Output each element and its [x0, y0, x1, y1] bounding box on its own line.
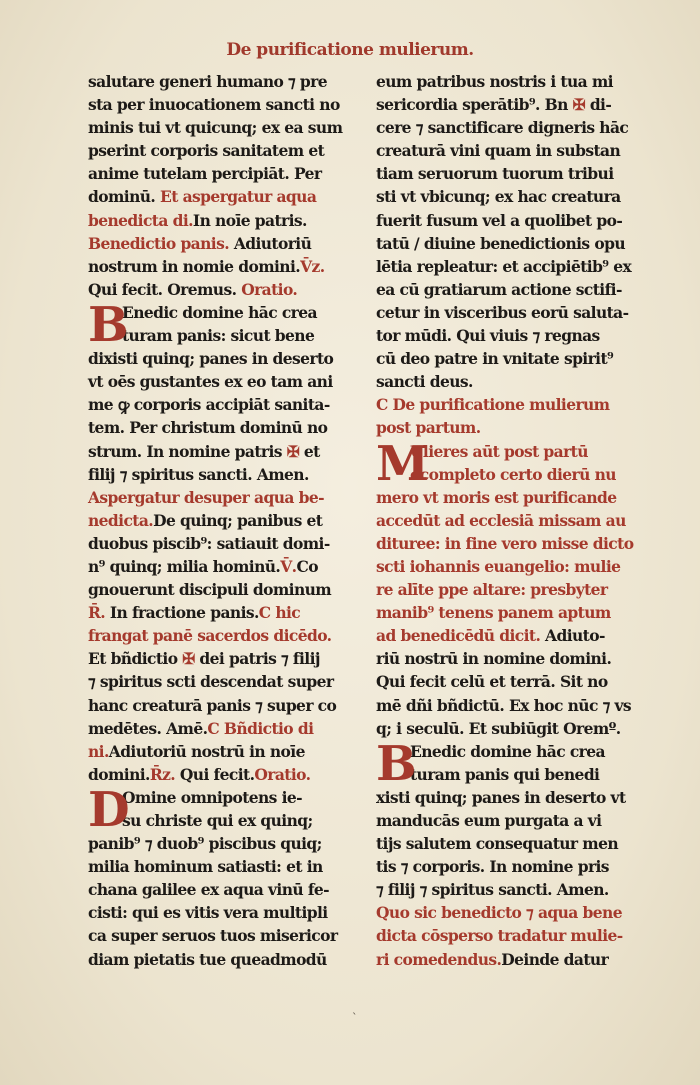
- text-line: creaturā vini quam in substan: [376, 141, 621, 161]
- text-line: [88, 509, 370, 532]
- text-line: [88, 209, 370, 232]
- text-segment: dominū.: [88, 187, 156, 207]
- text-line: tis ⁊ corporis. In nomine pris: [376, 857, 609, 877]
- rubric-line: Quo sic benedicto ⁊ aqua bene: [376, 903, 622, 923]
- text-line: sti vt vbicunq; ex hac creatura: [376, 187, 621, 207]
- rubric-inline: C Bñdictio: [207, 718, 294, 738]
- text-line: sancti deus.: [376, 372, 473, 392]
- text-segment: Qui fecit celū et terrā.: [376, 672, 556, 692]
- text-segment: Ulieres aūt post partū: [410, 441, 588, 461]
- text-segment: Adiutoriū nostrū in noīe: [108, 741, 305, 761]
- text-line: tor mūdi. Qui viuis ⁊ regnas: [376, 326, 600, 346]
- signature-tick-mark: ˎ: [352, 1002, 358, 1015]
- text-line: [88, 255, 370, 278]
- rubric-inline: Et aspergatur aqua: [160, 187, 317, 207]
- rubric-inline: benedicta di.: [88, 210, 193, 230]
- text-line: mē dñi bñdictū. Ex hoc nūc ⁊ vs: [376, 695, 632, 715]
- text-line: panib⁹ ⁊ duob⁹ piscibus quiq;: [88, 834, 322, 854]
- text-line: tatū / diuine benedictionis opu: [376, 233, 626, 253]
- rubric-inline: nedicta.: [88, 510, 154, 530]
- left-column: [88, 70, 370, 971]
- text-line: sta per inuocationem sancti no: [88, 95, 340, 115]
- response-mark: R̄z.: [149, 764, 176, 784]
- text-line: cetur in visceribus eorū saluta-: [376, 302, 629, 322]
- text-line: [88, 647, 370, 670]
- text-line: [88, 278, 370, 301]
- text-line: cere ⁊ sanctificare digneris hāc: [376, 118, 629, 138]
- text-line: salutare generi humano ⁊ pre: [88, 72, 327, 91]
- right-column: [376, 70, 658, 971]
- response-mark: V̄z.: [300, 256, 325, 276]
- text-line: ea cū gratiarum actione sctifi-: [376, 279, 622, 299]
- text-line: [88, 555, 370, 578]
- text-segment: Omine omnipotens ie-: [122, 787, 302, 807]
- text-line: minis tui vt quicunq; ex ea sum: [88, 118, 343, 138]
- text-line: [376, 624, 658, 647]
- rubric-inline: C hic: [258, 603, 301, 623]
- text-segment: Sit no: [559, 672, 608, 692]
- text-line: manducās eum purgata a vi: [376, 811, 602, 830]
- text-segment: In noīe patris.: [192, 210, 307, 230]
- text-line: diam pietatis tue queadmodū: [88, 949, 327, 969]
- text-line: [88, 185, 370, 208]
- text-line: cū deo patre in vnitate spirit⁹: [376, 349, 614, 369]
- text-line: turam panis: sicut bene: [122, 326, 315, 346]
- text-line: dixisti quinq; panes in deserto: [88, 349, 334, 369]
- text-line: xisti quinq; panes in deserto vt: [376, 787, 626, 807]
- text-line: ca super seruos tuos misericor: [88, 926, 338, 946]
- rubric-line: post partum.: [376, 418, 481, 438]
- text-line: tem. Per christum dominū no: [88, 418, 328, 438]
- rubric-oratio: Oratio.: [241, 279, 298, 299]
- text-segment: medētes. Amē.: [88, 718, 208, 738]
- rubric-line: re alīte ppe altare: presbyter: [376, 580, 608, 600]
- text-segment: strum. In nomine patris: [88, 441, 282, 461]
- text-line: turam panis qui benedi: [410, 764, 600, 784]
- cross-icon: ✠: [286, 441, 300, 461]
- initial-letter: M: [376, 435, 429, 492]
- text-line: [88, 717, 370, 740]
- text-line: [88, 763, 370, 786]
- text-line: milia hominum satiasti: et in: [88, 857, 323, 877]
- text-segment: et: [303, 441, 320, 461]
- rubric-heading: Benedictio panis.: [88, 233, 230, 253]
- running-header: De purificatione mulierum.: [226, 40, 474, 60]
- text-segment: Qui fecit. Oremus.: [88, 279, 237, 299]
- initial-letter: B: [88, 296, 128, 353]
- rubric-line: frangat panē sacerdos dicēdo.: [88, 626, 332, 646]
- initial-letter: B: [376, 735, 416, 792]
- text-line: cisti: qui es vitis vera multipli: [88, 903, 328, 923]
- text-segment: Deinde datur: [501, 949, 609, 969]
- text-line: lētia repleatur: et accipiētib⁹ ex: [376, 256, 632, 276]
- text-line: pserint corporis sanitatem et: [88, 141, 325, 161]
- text-line: tiam seruorum tuorum tribui: [376, 164, 614, 184]
- text-segment: Et bñdictio: [88, 649, 178, 669]
- text-line: chana galilee ex aqua vinū fe-: [88, 880, 330, 900]
- text-segment: Co: [296, 556, 318, 576]
- rubric-line: manib⁹ tenens panem aptum: [376, 603, 611, 623]
- text-segment: domini.: [88, 764, 150, 784]
- text-segment: sericordia sperātib⁹. Bn: [376, 95, 568, 115]
- rubric-line: dituree: in fine vero misse dicto: [376, 533, 634, 553]
- text-segment: Qui fecit.: [179, 764, 255, 784]
- text-line: ⁊ filij ⁊ spiritus sancti. Amen.: [376, 880, 609, 900]
- initial-letter: D: [88, 781, 130, 838]
- text-line: vt oēs gustantes ex eo tam ani: [88, 372, 333, 392]
- text-line: [88, 601, 370, 624]
- text-line: [376, 670, 658, 693]
- rubric-line: Aspergatur desuper aqua be-: [88, 487, 324, 507]
- text-line: ⁊ spiritus scti descendat super: [88, 672, 334, 692]
- rubric-line: ocompleto certo dierū nu: [410, 464, 616, 484]
- text-segment: Adiutoriū: [233, 233, 312, 253]
- rubric-inline: ad benedicēdū dicit.: [376, 626, 541, 646]
- rubric-line: scti iohannis euangelio: mulie: [376, 556, 621, 576]
- text-line: q; i seculū. Et subiūgit Oremº.: [376, 718, 621, 738]
- text-segment: n⁹ quinq; milia hominū.: [88, 556, 281, 576]
- text-line: eum patribus nostris i tua mi: [376, 72, 613, 91]
- rubric-line: accedūt ad ecclesiā missam au: [376, 510, 626, 530]
- rubric-oratio: Oratio.: [254, 764, 311, 784]
- text-line: [376, 93, 658, 116]
- cross-icon: ✠: [182, 649, 195, 669]
- text-line: [88, 232, 370, 255]
- rubric-line: dicta cōsperso tradatur mulie-: [376, 926, 623, 946]
- response-mark: R̄.: [88, 603, 106, 623]
- text-segment: Adiuto-: [545, 626, 605, 646]
- cross-icon: ✠: [572, 95, 586, 115]
- text-segment: In fractione panis.: [109, 603, 259, 623]
- text-line: filij ⁊ spiritus sancti. Amen.: [88, 464, 309, 484]
- text-segment: Enedic domine hāc crea: [122, 302, 317, 322]
- text-line: gnouerunt discipuli dominum: [88, 580, 332, 600]
- text-line: su christe qui ex quinq;: [122, 811, 313, 830]
- text-line: anime tutelam percipiāt. Per: [88, 164, 322, 184]
- text-segment: dei patris ⁊ filij: [199, 649, 320, 669]
- text-line: riū nostrū in nomine domini.: [376, 649, 612, 669]
- text-segment: di-: [589, 95, 612, 115]
- rubric-inline: di: [297, 718, 314, 738]
- text-line: [88, 740, 370, 763]
- text-line: tijs salutem consequatur men: [376, 834, 619, 854]
- text-line: [88, 440, 370, 463]
- text-line: duobus piscib⁹: satiauit domi-: [88, 533, 330, 553]
- rubric-inline: ri comedendus.: [376, 949, 502, 969]
- versicle-mark: V̄.: [280, 556, 297, 576]
- text-segment: De quinq; panibus et: [153, 510, 323, 530]
- text-segment: nostrum in nomie domini.: [88, 256, 301, 276]
- rubric-line: mero vt moris est purificande: [376, 487, 617, 507]
- text-line: hanc creaturā panis ⁊ super co: [88, 695, 337, 715]
- text-line: me ꝙ corporis accipiāt sanita-: [88, 395, 330, 415]
- rubric-inline: ni.: [88, 741, 109, 761]
- text-segment: Enedic domine hāc crea: [410, 741, 605, 761]
- rubric-line: C De purificatione mulierum: [376, 395, 610, 415]
- text-line: fuerit fusum vel a quolibet po-: [376, 210, 623, 230]
- text-line: [376, 948, 658, 971]
